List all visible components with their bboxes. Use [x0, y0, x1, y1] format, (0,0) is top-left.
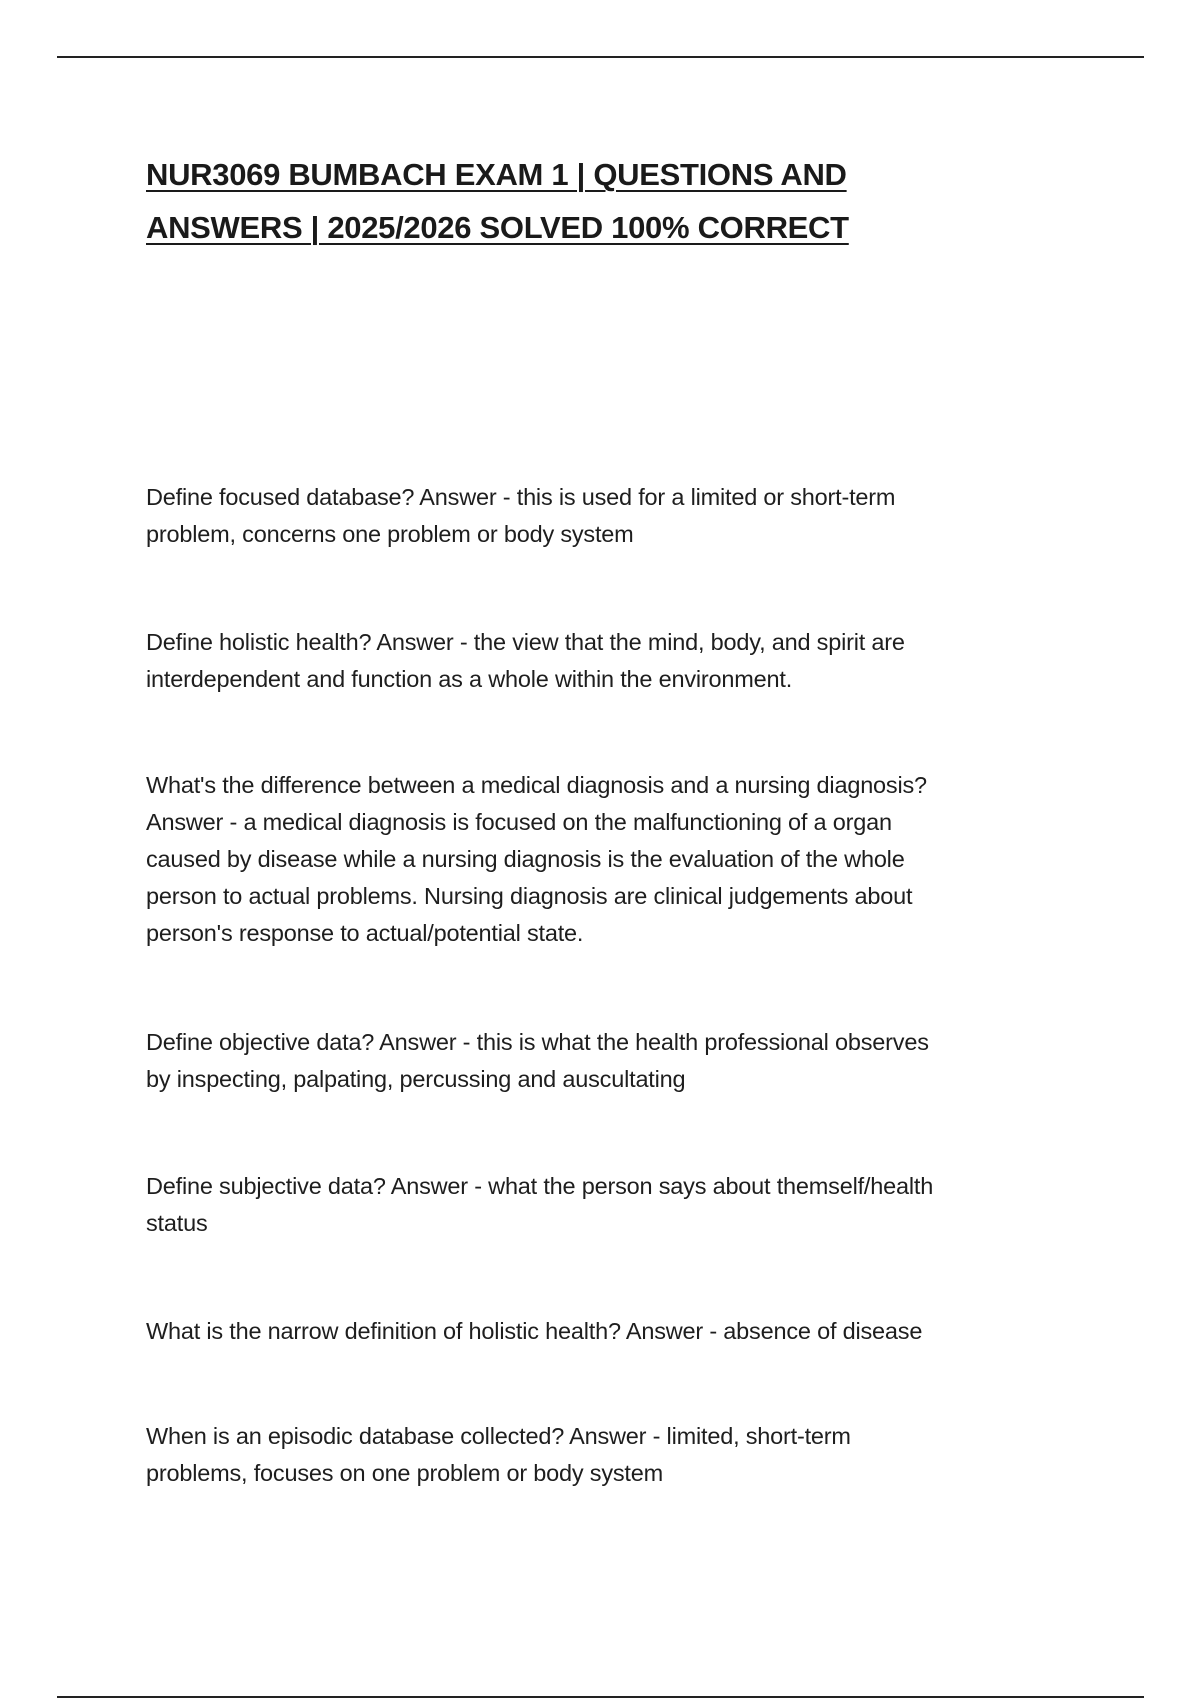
qa-line: Define focused database? Answer - this is used for a limited or short-term — [146, 484, 896, 510]
qa-line: When is an episodic database collected? Answer - limited, short-term — [146, 1423, 851, 1449]
qa-entry-objective-data — [146, 1024, 1066, 1098]
qa-entry-holistic-health — [146, 624, 1066, 698]
qa-line: caused by disease while a nursing diagnosis is the evaluation of the whole — [146, 846, 905, 872]
qa-entry-narrow-holistic-health — [146, 1313, 1066, 1350]
qa-line: problems, focuses on one problem or body system — [146, 1460, 663, 1486]
qa-line: What's the difference between a medical diagnosis and a nursing diagnosis? — [146, 772, 927, 798]
qa-line: Define objective data? Answer - this is what the health professional observes — [146, 1029, 929, 1055]
qa-line: Answer - a medical diagnosis is focused on the malfunctioning of a organ — [146, 809, 892, 835]
qa-line: What is the narrow definition of holistic health? Answer - absence of disease — [146, 1318, 923, 1344]
qa-entry-episodic-database — [146, 1418, 1066, 1492]
title-line: ANSWERS | 2025/2026 SOLVED 100% CORRECT — [146, 210, 849, 245]
qa-line: by inspecting, palpating, percussing and auscultating — [146, 1066, 686, 1092]
qa-line: status — [146, 1210, 208, 1236]
qa-entry-subjective-data — [146, 1168, 1066, 1242]
qa-line: person to actual problems. Nursing diagnosis are clinical judgements about — [146, 883, 913, 909]
qa-entry-focused-database — [146, 479, 1066, 553]
title-line: NUR3069 BUMBACH EXAM 1 | QUESTIONS AND — [146, 157, 847, 192]
document-title — [146, 148, 1046, 254]
qa-line: interdependent and function as a whole within the environment. — [146, 666, 793, 692]
qa-line: Define holistic health? Answer - the view that the mind, body, and spirit are — [146, 629, 905, 655]
qa-entry-medical-vs-nursing-diagnosis — [146, 767, 1066, 952]
qa-line: Define subjective data? Answer - what the person says about themself/health — [146, 1173, 934, 1199]
footer-rule — [57, 1696, 1144, 1698]
qa-line: problem, concerns one problem or body system — [146, 521, 634, 547]
qa-line: person's response to actual/potential state. — [146, 920, 584, 946]
header-rule — [57, 56, 1144, 58]
